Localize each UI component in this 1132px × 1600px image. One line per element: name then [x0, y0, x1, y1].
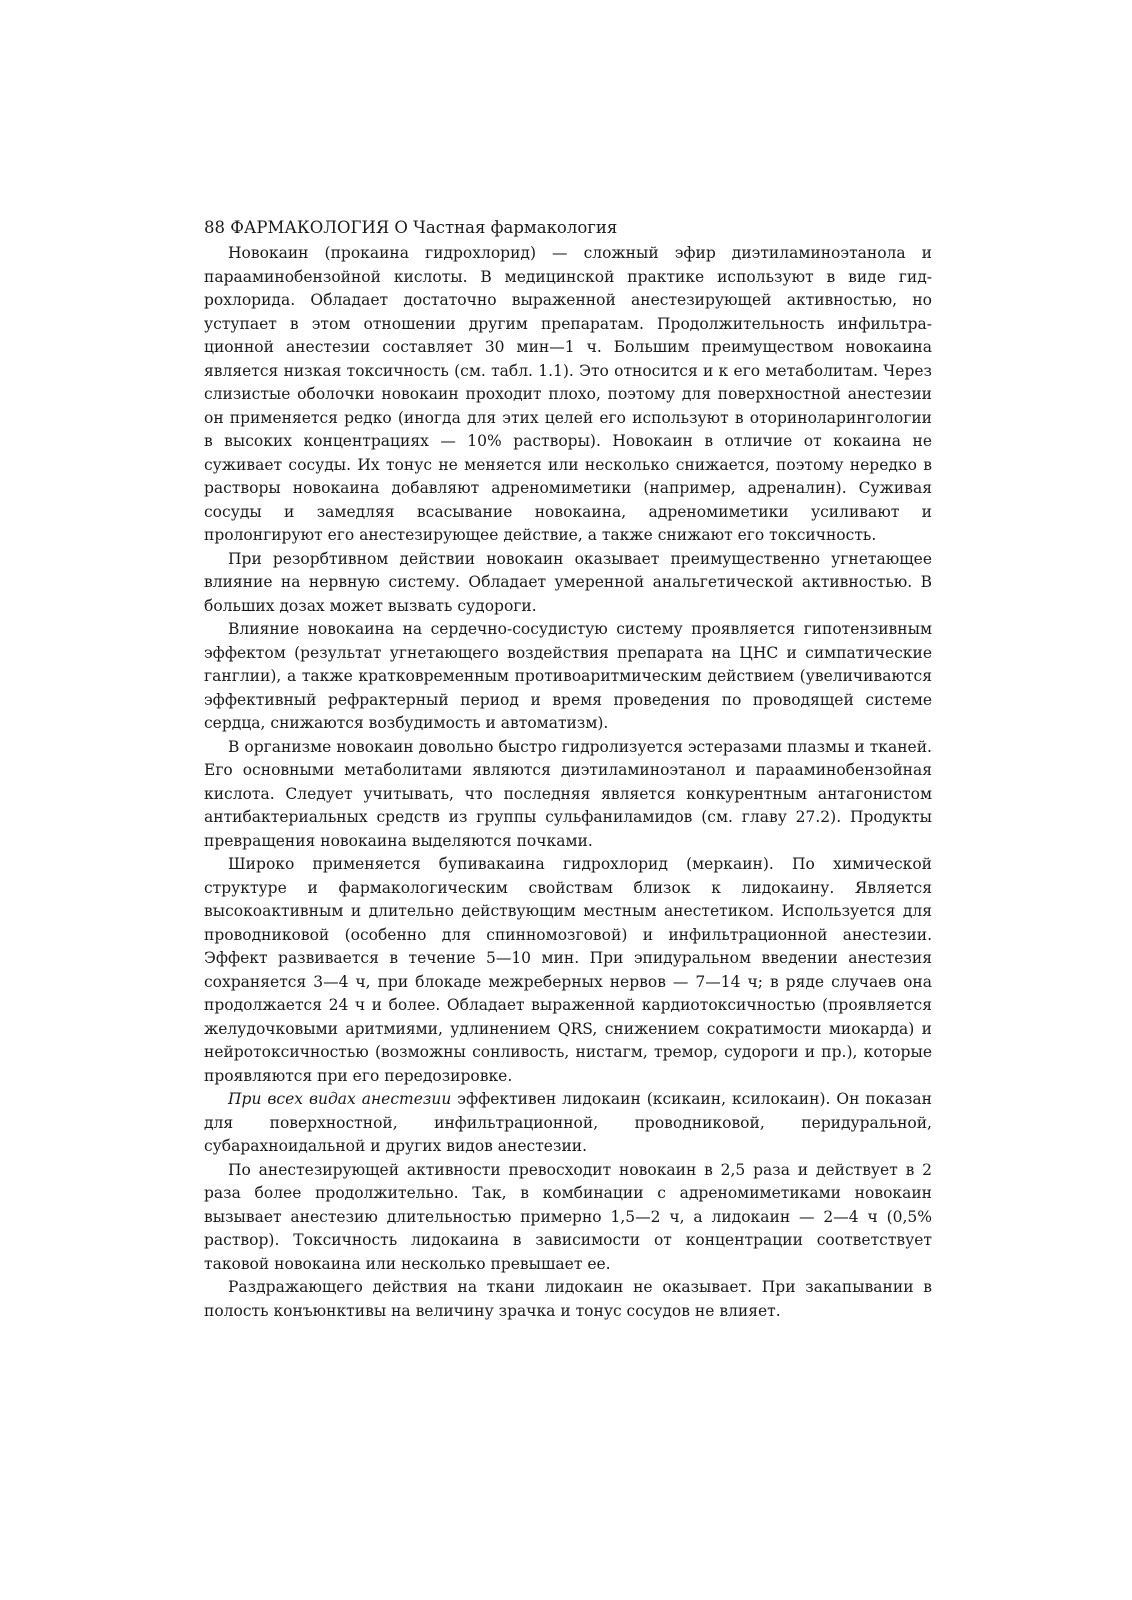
paragraph-bupivacaine — [204, 853, 932, 1088]
paragraph-text: В организме новокаин довольно быстро гидролизуется эстеразами плазмы и тканей. Его основными метаболитами являются диэтиламиноэтанол и парааминобензойная кислота. Следует учитывать, что последняя является конкурентным антагонистом антибактериальных средств из группы сульфаниламидов (см. главу 27.2). Продукты превращения новокаина выделяются почками. — [204, 737, 932, 850]
paragraph-lidocaine-activity — [204, 1159, 932, 1277]
paragraph-lidocaine-intro — [204, 1088, 932, 1159]
paragraph-text: Широко применяется бупивакаина гидрохлорид (меркаин). По химической структуре и фармакологическим свойствам близок к лидокаину. Является высокоактивным и длительно действующим местным анестетиком. Используется для проводниковой (особенно для спинномозговой) и инфильтрационной анестезии. Эффект развивается в течение 5—10 мин. При эпидуральном введении анестезия сохраняется 3—4 ч, при блокаде межреберных нервов — 7—14 ч; в ряде случаев она продолжается 24 ч и более. Обладает выраженной кардиотоксичностью (проявляется желудочковыми аритмиями, удлинением QRS, снижением сократимости миокарда) и нейротоксичностью (возможны сонливость, нистагм, тремор, судороги и пр.), которые проявляются при его передозировке. — [204, 855, 932, 1085]
paragraph-text: При резорбтивном действии новокаин оказывает преимущественно угнетающее влияние на нервную систему. Обладает умеренной анальгетической активностью. В больших дозах может вызвать судороги. — [204, 549, 932, 615]
italic-lead-phrase: При всех видах анестезии — [228, 1090, 452, 1108]
paragraph-text: эффективен лидокаин (ксикаин, ксилокаин). Он показан для поверхностной, инфильтрационной, проводниковой, перидуральной, субарахноидальной и других видов анестезии. — [204, 1090, 932, 1155]
running-head: 88 ФАРМАКОЛОГИЯ О Частная фармакология — [204, 218, 618, 237]
paragraph-novocaine-intro — [204, 242, 932, 548]
paragraph-resorptive-action — [204, 548, 932, 619]
book-page — [204, 218, 932, 1323]
paragraph-text: По анестезирующей активности превосходит новокаин в 2,5 раза и действует в 2 раза более продолжительно. Так, в комбинации с адреномиметиками новокаин вызывает анестезию длительностью примерно 1,5—2 ч, а лидокаин — 2—4 ч (0,5% раствор). Токсичность лидокаина в зависимости от концентрации соответствует таковой новокаина или несколько превышает ее. — [204, 1160, 932, 1273]
paragraph-metabolism — [204, 736, 932, 854]
paragraph-lidocaine-irritation — [204, 1276, 932, 1323]
paragraph-text: Влияние новокаина на сердечно-сосудистую систему проявляется гипотензивным эффектом (результат угнетающего воздействия препарата на ЦНС и симпатические ганглии), а также кратковременным противоаритмическим действием (увеличиваются эффективный рефрактерный период и время проведения по проводящей системе сердца, снижаются возбудимость и автоматизм). — [204, 620, 932, 732]
paragraph-text: Раздражающего действия на ткани лидокаин не оказывает. При закапывании в полость конъюнктивы на величину зрачка и тонус сосудов не влияет. — [204, 1278, 932, 1320]
paragraph-cardiovascular-effects — [204, 618, 932, 736]
paragraph-text: Новокаин (прокаина гидрохлорид) — сложный эфир диэтиламиноэтанола и парааминобензойной кислоты. В медицинской практике используют в виде гидрохлорида. Обладает достаточно выраженной анестезирующей активностью, но уступает в этом отношении другим препаратам. Продолжительность инфильтрационной анестезии составляет 30 мин—1 ч. Большим преимуществом новокаина является низкая токсичность (см. табл. 1.1). Это относится и к его метаболитам. Через слизистые оболочки новокаин проходит плохо, поэтому для поверхностной анестезии он применяется редко (иногда для этих целей его используют в оториноларингологии в высоких концентрациях — 10% растворы). Новокаин в отличие от кокаина не суживает сосуды. Их тонус не меняется или несколько снижается, поэтому нередко в растворы новокаина добавляют адреномиметики (например, адреналин). Суживая сосуды и замедляя всасывание новокаина, адреномиметики усиливают и пролонгируют его анестезирующее действие, а также снижают его токсичность. — [204, 244, 932, 544]
